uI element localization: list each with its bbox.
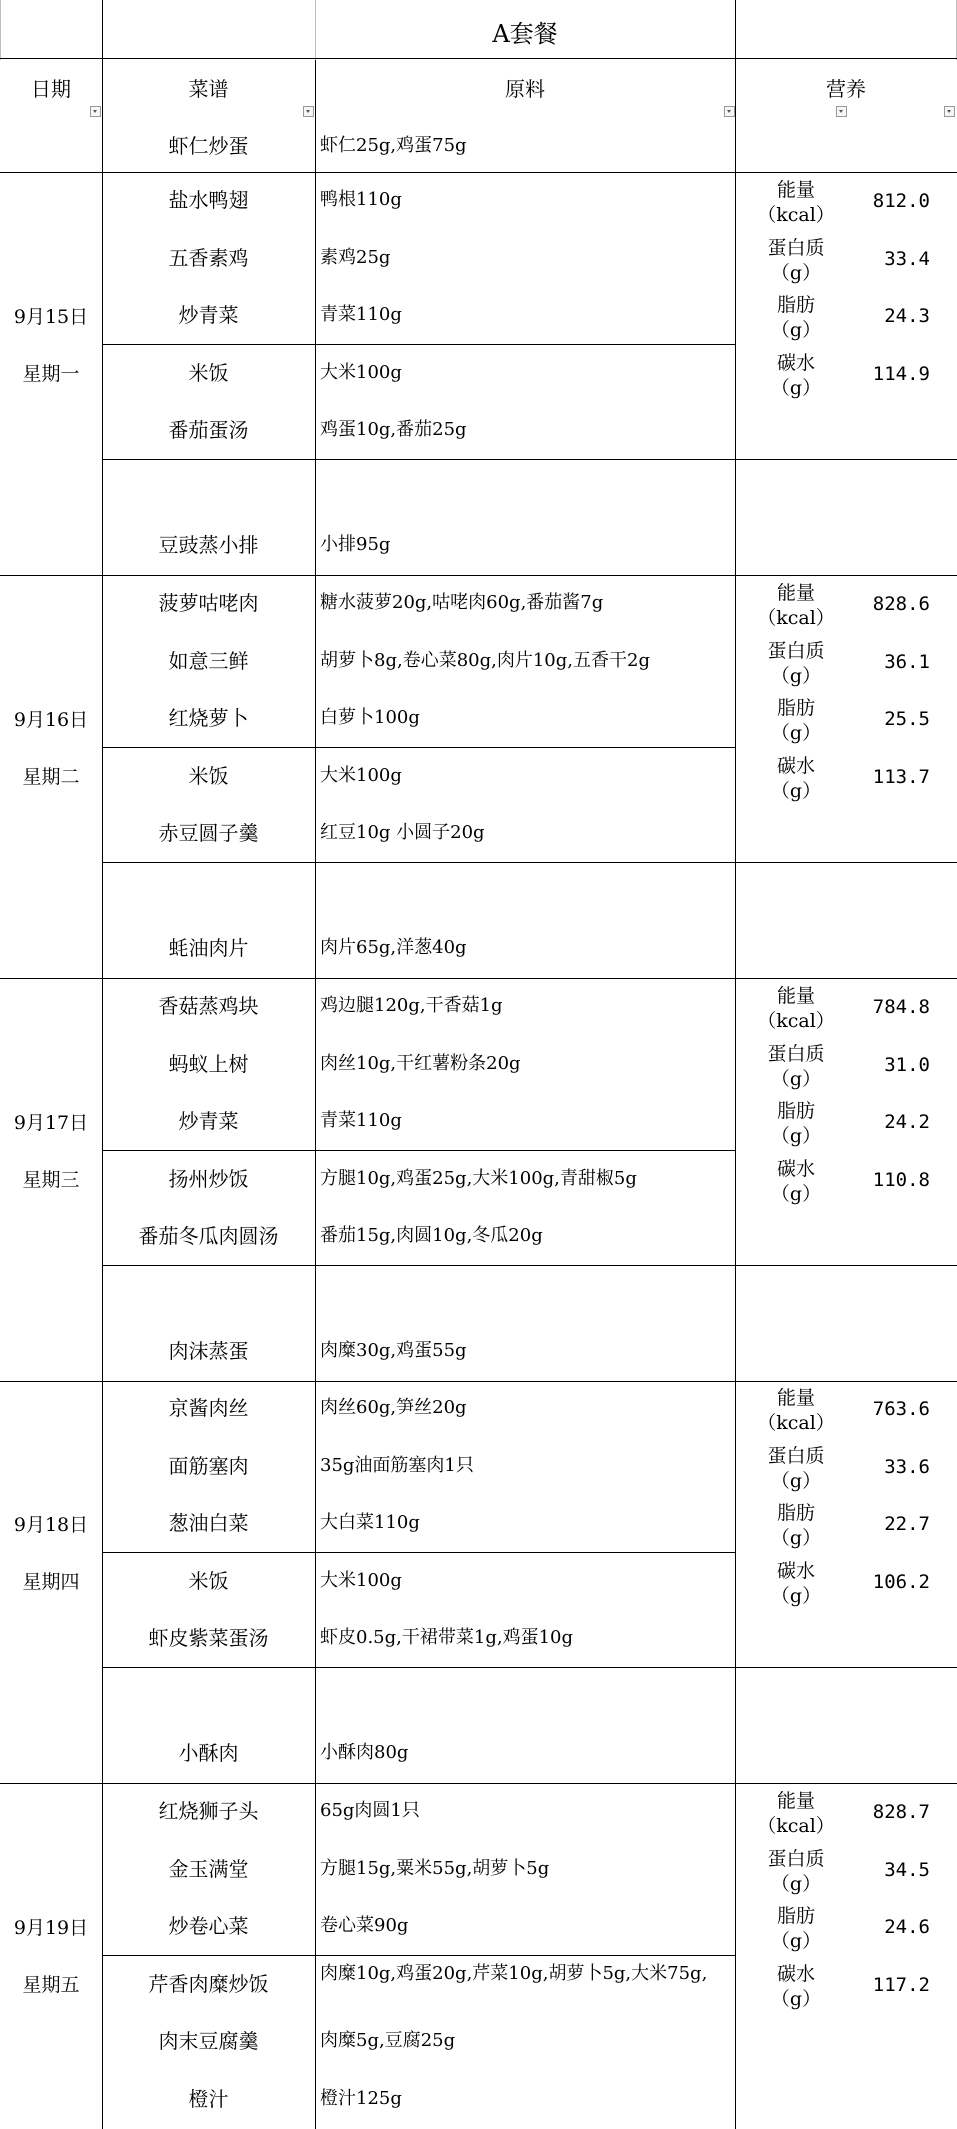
nutrition-unit: （kcal）: [757, 1412, 835, 1434]
nutrition-label: 脂肪: [776, 1905, 815, 1927]
nutrition-label: 能量: [776, 582, 815, 604]
nutrition-value: 117.2: [872, 1973, 930, 1996]
dish-ingredients: 虾皮0.5g,干裙带菜1g,鸡蛋10g: [320, 1627, 573, 1648]
dish-name: 炒青菜: [178, 303, 239, 327]
nutrition-unit: （g）: [770, 1987, 822, 2010]
day-weekday: 星期五: [22, 1974, 80, 1996]
filter-dropdown-icon[interactable]: [724, 106, 735, 117]
dish-ingredients: 番茄15g,肉圆10g,冬瓜20g: [320, 1225, 543, 1246]
nutrition-unit: （kcal）: [757, 204, 835, 226]
dish-name: 虾皮紫菜蛋汤: [148, 1626, 269, 1650]
nutrition-label: 碳水: [776, 1962, 815, 1985]
dish-name: 红烧狮子头: [158, 1799, 259, 1823]
header-dish[interactable]: 菜谱: [188, 77, 229, 101]
day-date: 9月15日: [13, 306, 89, 328]
dish-name: 米饭: [188, 1568, 229, 1593]
nutrition-value: 110.8: [872, 1168, 930, 1191]
grid-hline: [102, 862, 957, 863]
nutrition-label: 蛋白质: [767, 236, 825, 259]
dish-name: 蚂蚁上树: [168, 1051, 249, 1076]
nutrition-unit: （g）: [770, 1527, 822, 1549]
dish-name: 盐水鸭翅: [168, 188, 249, 212]
grid-hline: [0, 58, 957, 59]
dish-name: 香菇蒸鸡块: [158, 994, 259, 1018]
grid-hline: [0, 1381, 957, 1382]
dish-name: 如意三鲜: [168, 648, 249, 673]
dish-name: 米饭: [188, 360, 229, 385]
dish-ingredients: 白萝卜100g: [320, 707, 420, 728]
day-weekday: 星期一: [22, 363, 80, 385]
nutrition-label: 蛋白质: [767, 1847, 825, 1870]
dish-ingredients: 小酥肉80g: [320, 1742, 409, 1763]
dish-ingredients: 橙汁125g: [320, 2087, 402, 2109]
nutrition-value: 114.9: [872, 362, 930, 385]
nutrition-label: 能量: [776, 1790, 815, 1812]
header-nutrition[interactable]: 营养: [826, 77, 866, 101]
nutrition-value: 106.2: [872, 1570, 930, 1593]
nutrition-unit: （g）: [770, 261, 822, 284]
day-date: 9月18日: [13, 1514, 89, 1536]
nutrition-value: 113.7: [872, 765, 930, 788]
dish-ingredients: 肉糜10g,鸡蛋20g,芹菜10g,胡萝卜5g,大米75g,: [320, 1962, 708, 1984]
dish-name: 蚝油肉片: [168, 936, 249, 960]
dish-name: 金玉满堂: [168, 1856, 249, 1881]
dish-name: 肉沫蒸蛋: [168, 1339, 249, 1363]
nutrition-unit: （g）: [770, 1182, 822, 1205]
dish-ingredients: 大白菜110g: [320, 1512, 420, 1533]
lead-dish-ingredients: 虾仁25g,鸡蛋75g: [320, 135, 467, 156]
dish-ingredients: 鸡边腿120g,干香菇1g: [320, 995, 503, 1016]
header-ingredients[interactable]: 原料: [505, 77, 545, 101]
dish-name: 米饭: [188, 763, 229, 788]
dish-ingredients: 肉片65g,洋葱40g: [320, 937, 467, 958]
nutrition-label: 脂肪: [776, 1502, 815, 1524]
dish-name: 芹香肉糜炒饭: [148, 1971, 269, 1996]
nutrition-label: 脂肪: [776, 697, 815, 719]
nutrition-value: 763.6: [872, 1398, 930, 1420]
nutrition-label: 蛋白质: [767, 1042, 825, 1065]
grid-hline: [102, 459, 957, 460]
day-date: 9月19日: [13, 1917, 89, 1939]
grid-vline: [0, 0, 1, 60]
day-weekday: 星期四: [22, 1571, 80, 1593]
grid-hline: [102, 747, 735, 748]
dish-name: 葱油白菜: [168, 1511, 249, 1535]
nutrition-unit: （g）: [770, 1067, 822, 1090]
nutrition-value: 812.0: [872, 190, 930, 212]
dish-name: 菠萝咕咾肉: [158, 591, 259, 615]
dish-name: 红烧萝卜: [168, 706, 249, 730]
filter-dropdown-icon[interactable]: [836, 106, 847, 117]
nutrition-value: 828.7: [872, 1801, 930, 1823]
dish-ingredients: 65g肉圆1只: [320, 1800, 420, 1821]
nutrition-value: 31.0: [884, 1053, 930, 1076]
nutrition-unit: （kcal）: [757, 1815, 835, 1837]
dish-name: 炒卷心菜: [168, 1914, 249, 1938]
grid-hline: [102, 344, 735, 345]
dish-name: 炒青菜: [178, 1109, 239, 1133]
nutrition-unit: （g）: [770, 1125, 822, 1147]
dish-ingredients: 方腿10g,鸡蛋25g,大米100g,青甜椒5g: [320, 1167, 637, 1189]
nutrition-value: 34.5: [884, 1858, 930, 1881]
nutrition-label: 脂肪: [776, 1100, 815, 1122]
dish-ingredients: 鸭根110g: [320, 189, 402, 210]
nutrition-value: 33.4: [884, 247, 930, 270]
dish-ingredients: 肉糜30g,鸡蛋55g: [320, 1340, 467, 1361]
dish-ingredients: 鸡蛋10g,番茄25g: [320, 419, 467, 440]
nutrition-label: 脂肪: [776, 294, 815, 316]
dish-ingredients: 红豆10g 小圆子20g: [320, 822, 485, 843]
nutrition-label: 蛋白质: [767, 639, 825, 662]
nutrition-unit: （kcal）: [757, 1010, 835, 1032]
grid-vline: [735, 0, 736, 2129]
dish-name: 肉末豆腐羹: [158, 2029, 259, 2053]
nutrition-unit: （g）: [770, 1469, 822, 1492]
dish-name: 番茄蛋汤: [168, 418, 249, 442]
grid-hline: [0, 978, 957, 979]
dish-ingredients: 小排95g: [320, 534, 391, 555]
dish-name: 橙汁: [188, 2086, 229, 2111]
filter-dropdown-icon[interactable]: [90, 106, 101, 117]
nutrition-label: 碳水: [776, 1559, 815, 1582]
nutrition-value: 828.6: [872, 593, 930, 615]
nutrition-unit: （g）: [770, 1584, 822, 1607]
dish-ingredients: 方腿15g,粟米55g,胡萝卜5g: [320, 1857, 550, 1879]
filter-dropdown-icon[interactable]: [944, 106, 955, 117]
day-weekday: 星期三: [22, 1169, 80, 1191]
nutrition-unit: （g）: [770, 779, 822, 802]
dish-ingredients: 糖水菠萝20g,咕咾肉60g,番茄酱7g: [320, 592, 604, 613]
nutrition-unit: （g）: [770, 722, 822, 744]
nutrition-value: 24.6: [884, 1916, 930, 1938]
grid-hline: [102, 1667, 957, 1668]
dish-ingredients: 胡萝卜8g,卷心菜80g,肉片10g,五香干2g: [320, 649, 650, 671]
lead-dish-name: 虾仁炒蛋: [168, 134, 249, 158]
nutrition-unit: （g）: [770, 664, 822, 687]
nutrition-unit: （g）: [770, 319, 822, 341]
dish-ingredients: 卷心菜90g: [320, 1915, 409, 1936]
dish-ingredients: 大米100g: [320, 1569, 402, 1591]
dish-ingredients: 素鸡25g: [320, 246, 391, 268]
grid-vline: [315, 0, 316, 2129]
nutrition-label: 碳水: [776, 351, 815, 374]
grid-hline: [0, 1783, 957, 1784]
grid-hline: [0, 575, 957, 576]
day-date: 9月16日: [13, 709, 89, 731]
nutrition-unit: （g）: [770, 376, 822, 399]
grid-hline: [0, 172, 957, 173]
grid-hline: [102, 1150, 735, 1151]
nutrition-value: 784.8: [872, 996, 930, 1018]
dish-name: 面筋塞肉: [168, 1453, 249, 1478]
grid-hline: [102, 1552, 735, 1553]
nutrition-value: 25.5: [884, 708, 930, 730]
dish-ingredients: 青菜110g: [320, 1110, 402, 1131]
nutrition-value: 24.3: [884, 305, 930, 327]
dish-ingredients: 大米100g: [320, 764, 402, 786]
nutrition-label: 碳水: [776, 1157, 815, 1180]
nutrition-value: 36.1: [884, 650, 930, 673]
sheet-title: A套餐: [492, 20, 558, 48]
nutrition-value: 22.7: [884, 1513, 930, 1535]
dish-name: 小酥肉: [178, 1741, 239, 1765]
dish-name: 扬州炒饭: [168, 1166, 249, 1191]
dish-ingredients: 肉糜5g,豆腐25g: [320, 2030, 456, 2051]
nutrition-unit: （kcal）: [757, 607, 835, 629]
nutrition-label: 蛋白质: [767, 1444, 825, 1467]
dish-ingredients: 35g油面筋塞肉1只: [320, 1454, 474, 1476]
day-date: 9月17日: [13, 1112, 89, 1134]
day-weekday: 星期二: [22, 766, 80, 788]
dish-ingredients: 青菜110g: [320, 304, 402, 325]
dish-ingredients: 肉丝10g,干红薯粉条20g: [320, 1052, 521, 1074]
nutrition-value: 24.2: [884, 1111, 930, 1133]
dish-ingredients: 肉丝60g,笋丝20g: [320, 1397, 467, 1418]
dish-name: 五香素鸡: [168, 245, 249, 270]
nutrition-unit: （g）: [770, 1930, 822, 1952]
dish-name: 番茄冬瓜肉圆汤: [138, 1224, 279, 1248]
dish-name: 豆豉蒸小排: [158, 533, 259, 557]
nutrition-unit: （g）: [770, 1872, 822, 1895]
nutrition-label: 碳水: [776, 754, 815, 777]
header-date[interactable]: 日期: [31, 77, 71, 101]
nutrition-label: 能量: [776, 179, 815, 201]
nutrition-value: 33.6: [884, 1455, 930, 1478]
dish-ingredients: 大米100g: [320, 361, 402, 383]
dish-name: 赤豆圆子羹: [158, 821, 259, 845]
filter-dropdown-icon[interactable]: [303, 106, 314, 117]
dish-name: 京酱肉丝: [168, 1396, 249, 1420]
grid-hline: [102, 1955, 735, 1956]
nutrition-label: 能量: [776, 1387, 815, 1409]
grid-hline: [102, 1265, 957, 1266]
nutrition-label: 能量: [776, 985, 815, 1007]
